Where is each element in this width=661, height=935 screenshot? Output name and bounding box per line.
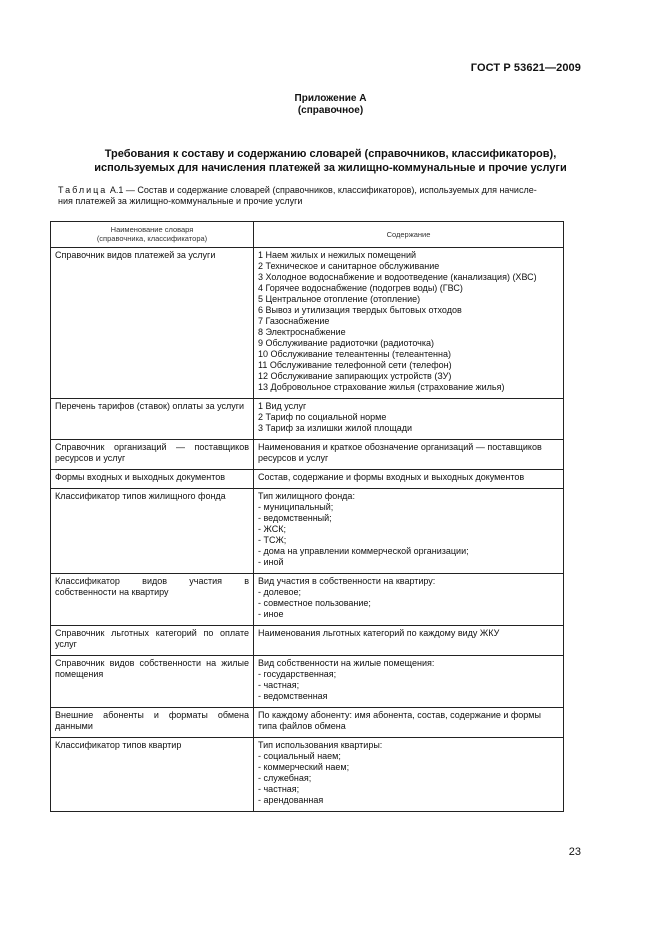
annex-heading [0,93,661,117]
content-line: По каждому абоненту: имя абонента, состав, содержание и формы типа файлов обмена [258,710,541,731]
page-number: 23 [568,846,581,858]
dictionary-name-cell: Классификатор типов квартир [51,738,254,812]
appendix-title [50,147,611,175]
content-line: - частная; [258,680,300,690]
dictionary-content-cell [254,440,564,470]
dictionary-content-cell [254,489,564,574]
dictionary-name-cell: Классификатор типов жилищного фонда [51,489,254,574]
content-line: - частная; [258,784,300,794]
content-line: Вид участия в собственности на квартиру: [258,576,436,586]
content-line: 8 Электроснабжение [258,327,346,337]
dictionary-name-cell: Классификатор видов участия в собственности на квартиру [51,574,254,626]
content-line: 7 Газоснабжение [258,316,330,326]
content-line: 4 Горячее водоснабжение (подогрев воды) (ГВС) [258,283,463,293]
column-header-name-line-2: (справочника, классификатора) [96,234,208,243]
appendix-title-line-2: используемых для начисления платежей за жилищно-коммунальные и прочие услуги [94,162,567,174]
content-line: - ведомственный; [258,513,332,523]
content-line: Наименования льготных категорий по каждому виду ЖКУ [258,628,500,638]
table-row [51,399,564,440]
content-line: - государственная; [258,669,337,679]
dictionary-content-cell [254,708,564,738]
column-header-content: Содержание [254,222,564,248]
content-line: - дома на управлении коммерческой организации; [258,546,469,556]
dictionary-name-cell: Внешние абоненты и форматы обмена данными [51,708,254,738]
appendix-title-line-1: Требования к составу и содержанию словарей (справочников, классификаторов), [104,148,557,160]
table-row [51,470,564,489]
annex-subtitle: (справочное) [297,105,364,116]
content-line: 1 Вид услуг [258,401,307,411]
content-line: 9 Обслуживание радиоточки (радиоточка) [258,338,434,348]
content-line: - иной [258,557,284,567]
dictionaries-table [50,221,564,812]
content-line: 1 Наем жилых и нежилых помещений [258,250,417,260]
table-caption-label: Таблица [58,185,108,195]
table-row [51,708,564,738]
document-code: ГОСТ Р 53621—2009 [470,62,581,74]
content-line: 10 Обслуживание телеантенны (телеантенна) [258,349,451,359]
table-row [51,248,564,399]
content-line: - социальный наем; [258,751,341,761]
content-line: 12 Обслуживание запирающих устройств (ЗУ) [258,371,452,381]
content-line: - ведомственная [258,691,328,701]
content-line: - арендованная [258,795,324,805]
content-line: Вид собственности на жилые помещения: [258,658,435,668]
dictionary-name-cell: Справочник организаций — поставщиков ресурсов и услуг [51,440,254,470]
content-line: Тип использования квартиры: [258,740,383,750]
column-header-name [51,222,254,248]
table-row [51,440,564,470]
table-row [51,626,564,656]
dictionary-name-cell: Справочник льготных категорий по оплате услуг [51,626,254,656]
column-header-name-line-1: Наименование словаря [110,225,194,234]
table-row [51,489,564,574]
content-line: - долевое; [258,587,302,597]
content-line: - служебная; [258,773,312,783]
dictionary-content-cell [254,470,564,489]
content-line: - коммерческий наем; [258,762,350,772]
table-row [51,738,564,812]
dictionary-content-cell [254,399,564,440]
content-line: - совместное пользование; [258,598,371,608]
table-header-row [51,222,564,248]
content-line: 3 Тариф за излишки жилой площади [258,423,413,433]
dictionary-name-cell: Формы входных и выходных документов [51,470,254,489]
table-row [51,574,564,626]
table-caption-text-continued: ния платежей за жилищно-коммунальные и прочие услуги [58,196,303,206]
dictionary-content-cell [254,248,564,399]
dictionary-name-cell: Справочник видов платежей за услуги [51,248,254,399]
content-line: - ТСЖ; [258,535,287,545]
content-line: - ЖСК; [258,524,286,534]
content-line: 13 Добровольное страхование жилья (страхование жилья) [258,382,505,392]
content-line: 6 Вывоз и утилизация твердых бытовых отходов [258,305,462,315]
content-line: Состав, содержание и формы входных и выходных документов [258,472,525,482]
content-line: Тип жилищного фонда: [258,491,355,501]
table-caption-text: А.1 — Состав и содержание словарей (справочников, классификаторов), используемых для начисле- [109,185,537,195]
dictionary-content-cell [254,738,564,812]
content-line: - муниципальный; [258,502,334,512]
dictionary-content-cell [254,574,564,626]
content-line: 2 Техническое и санитарное обслуживание [258,261,440,271]
content-line: 11 Обслуживание телефонной сети (телефон) [258,360,452,370]
content-line: Наименования и краткое обозначение организаций — поставщиков ресурсов и услуг [258,442,542,463]
annex-title: Приложение А [294,93,367,104]
dictionary-name-cell: Справочник видов собственности на жилые помещения [51,656,254,708]
table-row [51,656,564,708]
table-body [51,248,564,812]
dictionary-content-cell [254,626,564,656]
content-line: 3 Холодное водоснабжение и водоотведение (канализация) (ХВС) [258,272,537,282]
dictionary-name-cell: Перечень тарифов (ставок) оплаты за услуги [51,399,254,440]
content-line: 5 Центральное отопление (отопление) [258,294,421,304]
table-caption [58,185,603,207]
dictionary-content-cell [254,656,564,708]
content-line: - иное [258,609,284,619]
content-line: 2 Тариф по социальной норме [258,412,387,422]
